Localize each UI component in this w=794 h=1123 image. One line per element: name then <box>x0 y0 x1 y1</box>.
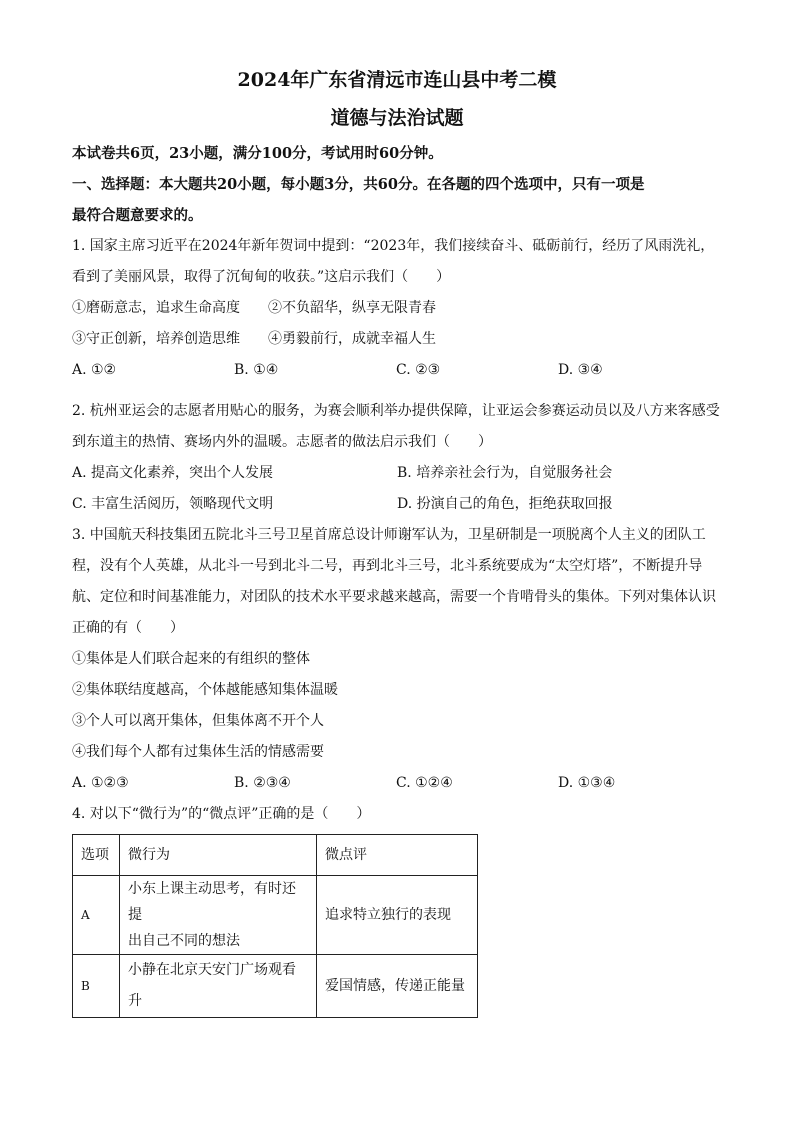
table-row-label: A <box>73 876 120 955</box>
question-1-option-a[interactable]: A. ①② <box>72 362 117 378</box>
question-3-options <box>72 768 722 799</box>
question-2-option-d[interactable]: D. 扮演自己的角色，拒绝获取回报 <box>397 496 613 512</box>
table-row <box>73 955 478 1018</box>
table-row-label: B <box>73 955 120 1018</box>
question-3-option-c[interactable]: C. ①②④ <box>396 775 453 791</box>
table-header-row <box>73 835 478 876</box>
question-1-line2: 看到了美丽风景，取得了沉甸甸的收获。”这启示我们（ ） <box>72 269 451 285</box>
question-2-option-a[interactable]: A. 提高文化素养，突出个人发展 <box>72 465 274 481</box>
question-1-item1: ①磨砺意志，追求生命高度 ②不负韶华，纵享无限青春 <box>72 300 436 316</box>
question-3-option-a[interactable]: A. ①②③ <box>72 775 129 791</box>
question-1-option-b[interactable]: B. ①④ <box>234 362 279 378</box>
question-3-line1: 3. 中国航天科技集团五院北斗三号卫星首席总设计师谢军认为，卫星研制是一项脱离个人主义的团队工 <box>72 527 706 543</box>
question-2-option-b[interactable]: B. 培养亲社会行为，自觉服务社会 <box>397 465 613 481</box>
question-2-options-row2 <box>72 489 722 520</box>
table-row-behavior: 小静在北京天安门广场观看升 <box>120 955 317 1018</box>
table-row <box>73 876 478 955</box>
table-row-comment: 追求特立独行的表现 <box>317 876 478 955</box>
exam-subtitle: 道德与法治试题 <box>330 107 464 129</box>
question-1-line1: 1. 国家主席习近平在2024年新年贺词中提到：“2023年，我们接续奋斗、砥砺前行，经历了风雨洗礼， <box>72 238 715 254</box>
question-2-options-row1 <box>72 458 722 489</box>
question-3-item2: ②集体联结度越高，个体越能感知集体温暖 <box>72 682 338 698</box>
question-3-line4: 正确的有（ ） <box>72 620 184 636</box>
section-heading-line2: 最符合题意要求的。 <box>72 207 203 224</box>
question-3-line2: 程，没有个人英雄，从北斗一号到北斗二号，再到北斗三号，北斗系统要成为“太空灯塔”，不断提升导 <box>72 558 703 574</box>
table-row-comment: 爱国情感，传递正能量 <box>317 955 478 1018</box>
question-3-item1: ①集体是人们联合起来的有组织的整体 <box>72 651 310 667</box>
exam-intro: 本试卷共6页，23小题，满分100分，考试用时60分钟。 <box>72 145 443 162</box>
question-3-line3: 航、定位和时间基准能力，对团队的技术水平要求越来越高，需要一个肯啃骨头的集体。下列对集体认识 <box>72 589 716 605</box>
table-row-behavior <box>120 876 317 955</box>
question-1-item2: ③守正创新，培养创造思维 ④勇毅前行，成就幸福人生 <box>72 331 436 347</box>
exam-page <box>72 66 722 1018</box>
question-1-options <box>72 355 722 386</box>
table-header-option: 选项 <box>73 835 120 876</box>
table-header-comment: 微点评 <box>317 835 478 876</box>
question-1-option-d[interactable]: D. ③④ <box>558 362 603 378</box>
question-4-table <box>72 834 478 1018</box>
question-3-item4: ④我们每个人都有过集体生活的情感需要 <box>72 744 324 760</box>
question-3 <box>72 520 722 799</box>
question-4 <box>72 799 722 1018</box>
table-row-behavior-line2: 出自己不同的想法 <box>128 933 240 949</box>
question-2 <box>72 396 722 520</box>
question-2-option-c[interactable]: C. 丰富生活阅历，领略现代文明 <box>72 496 274 512</box>
question-3-option-d[interactable]: D. ①③④ <box>558 775 616 791</box>
question-2-line2: 到东道主的热情、赛场内外的温暖。志愿者的做法启示我们（ ） <box>72 434 492 450</box>
question-1 <box>72 231 722 386</box>
table-row-behavior-line1: 小东上课主动思考，有时还提 <box>128 881 296 923</box>
exam-title: 2024年广东省清远市连山县中考二模 <box>237 69 557 91</box>
section-heading-line1: 一、选择题：本大题共20小题，每小题3分，共60分。在各题的四个选项中，只有一项是 <box>72 176 645 193</box>
question-3-item3: ③个人可以离开集体，但集体离不开个人 <box>72 713 324 729</box>
question-4-stem: 4. 对以下“微行为”的“微点评”正确的是（ ） <box>72 806 371 822</box>
question-2-line1: 2. 杭州亚运会的志愿者用贴心的服务，为赛会顺利举办提供保障，让亚运会参赛运动员以及八方来客感受 <box>72 403 720 419</box>
question-1-option-c[interactable]: C. ②③ <box>396 362 441 378</box>
table-header-behavior: 微行为 <box>120 835 317 876</box>
question-3-option-b[interactable]: B. ②③④ <box>234 775 291 791</box>
